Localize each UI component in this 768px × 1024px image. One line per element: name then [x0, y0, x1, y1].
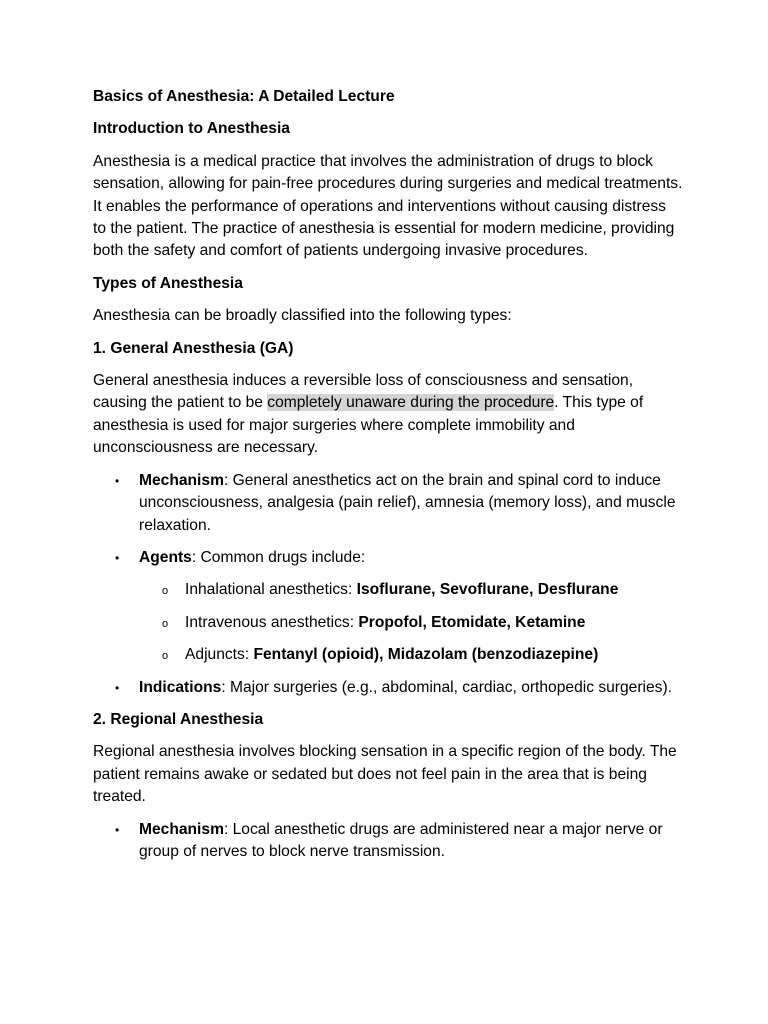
document-title: Basics of Anesthesia: A Detailed Lecture	[93, 88, 395, 105]
agents-text: : Common drugs include:	[191, 548, 366, 566]
general-anesthesia-paragraph	[93, 370, 683, 460]
mechanism-text: : Local anesthetic drugs are administered near a major nerve or group of nerves to block nerve transmission.	[139, 820, 663, 860]
bullet-icon: •	[115, 680, 120, 695]
regional-anesthesia-heading: 2. Regional Anesthesia	[93, 710, 264, 728]
list-item-agents	[93, 547, 683, 667]
document-page	[93, 86, 683, 873]
list-item-indications	[93, 677, 683, 699]
sub-list-item	[139, 644, 683, 666]
list-item-mechanism	[93, 470, 683, 537]
agent-prefix: Inhalational anesthetics:	[185, 581, 357, 599]
highlighted-text: completely unaware during the procedure	[267, 394, 555, 412]
circle-bullet-icon: o	[162, 617, 169, 630]
agent-drugs: Fentanyl (opioid), Midazolam (benzodiazepine)	[253, 646, 599, 664]
intro-heading: Introduction to Anesthesia	[93, 120, 290, 138]
regional-anesthesia-paragraph: Regional anesthesia involves blocking sensation in a specific region of the body. The patient remains awake or sedated but does not feel pain in the area that is being treated.	[93, 743, 677, 806]
types-heading: Types of Anesthesia	[93, 274, 243, 292]
indications-text: : Major surgeries (e.g., abdominal, cardiac, orthopedic surgeries).	[221, 678, 673, 696]
agent-prefix: Adjuncts:	[185, 646, 254, 664]
bullet-icon: •	[115, 822, 120, 837]
agents-label: Agents	[139, 548, 192, 566]
ra-bullet-list	[93, 819, 683, 864]
bullet-icon: •	[115, 473, 120, 488]
list-item-mechanism	[93, 819, 683, 864]
ga-para-text-end: . This type of anesthesia is used for major surgeries where complete immobility and unconsciousness are necessary.	[93, 394, 644, 457]
bullet-icon: •	[115, 550, 120, 565]
ga-bullet-list	[93, 470, 683, 699]
mechanism-text: : General anesthetics act on the brain and spinal cord to induce unconsciousness, analgesia (pain relief), amnesia (memory loss), and muscle relaxation.	[139, 471, 676, 534]
ga-para-text: General anesthesia induces a reversible loss of consciousness and sensation, causing the patient to be	[93, 372, 634, 412]
agents-sub-list	[139, 579, 683, 666]
agent-drugs: Propofol, Etomidate, Ketamine	[358, 613, 586, 631]
sub-list-item	[139, 579, 683, 601]
mechanism-label: Mechanism	[139, 820, 224, 838]
circle-bullet-icon: o	[162, 650, 169, 663]
indications-label: Indications	[139, 678, 222, 696]
sub-list-item	[139, 612, 683, 634]
agent-drugs: Isoflurane, Sevoflurane, Desflurane	[356, 581, 619, 599]
types-paragraph: Anesthesia can be broadly classified into the following types:	[93, 307, 512, 325]
mechanism-label: Mechanism	[139, 471, 224, 489]
general-anesthesia-heading: 1. General Anesthesia (GA)	[93, 339, 294, 357]
intro-paragraph: Anesthesia is a medical practice that involves the administration of drugs to block sensation, allowing for pain-free procedures during surgeries and medical treatments. It enables the performance of operations and interventions without causing distress to the patient. The practice of anesthesia is essential for modern medicine, providing both the safety and comfort of patients undergoing invasive procedures.	[93, 152, 683, 260]
circle-bullet-icon: o	[162, 585, 169, 598]
agent-prefix: Intravenous anesthetics:	[185, 613, 359, 631]
